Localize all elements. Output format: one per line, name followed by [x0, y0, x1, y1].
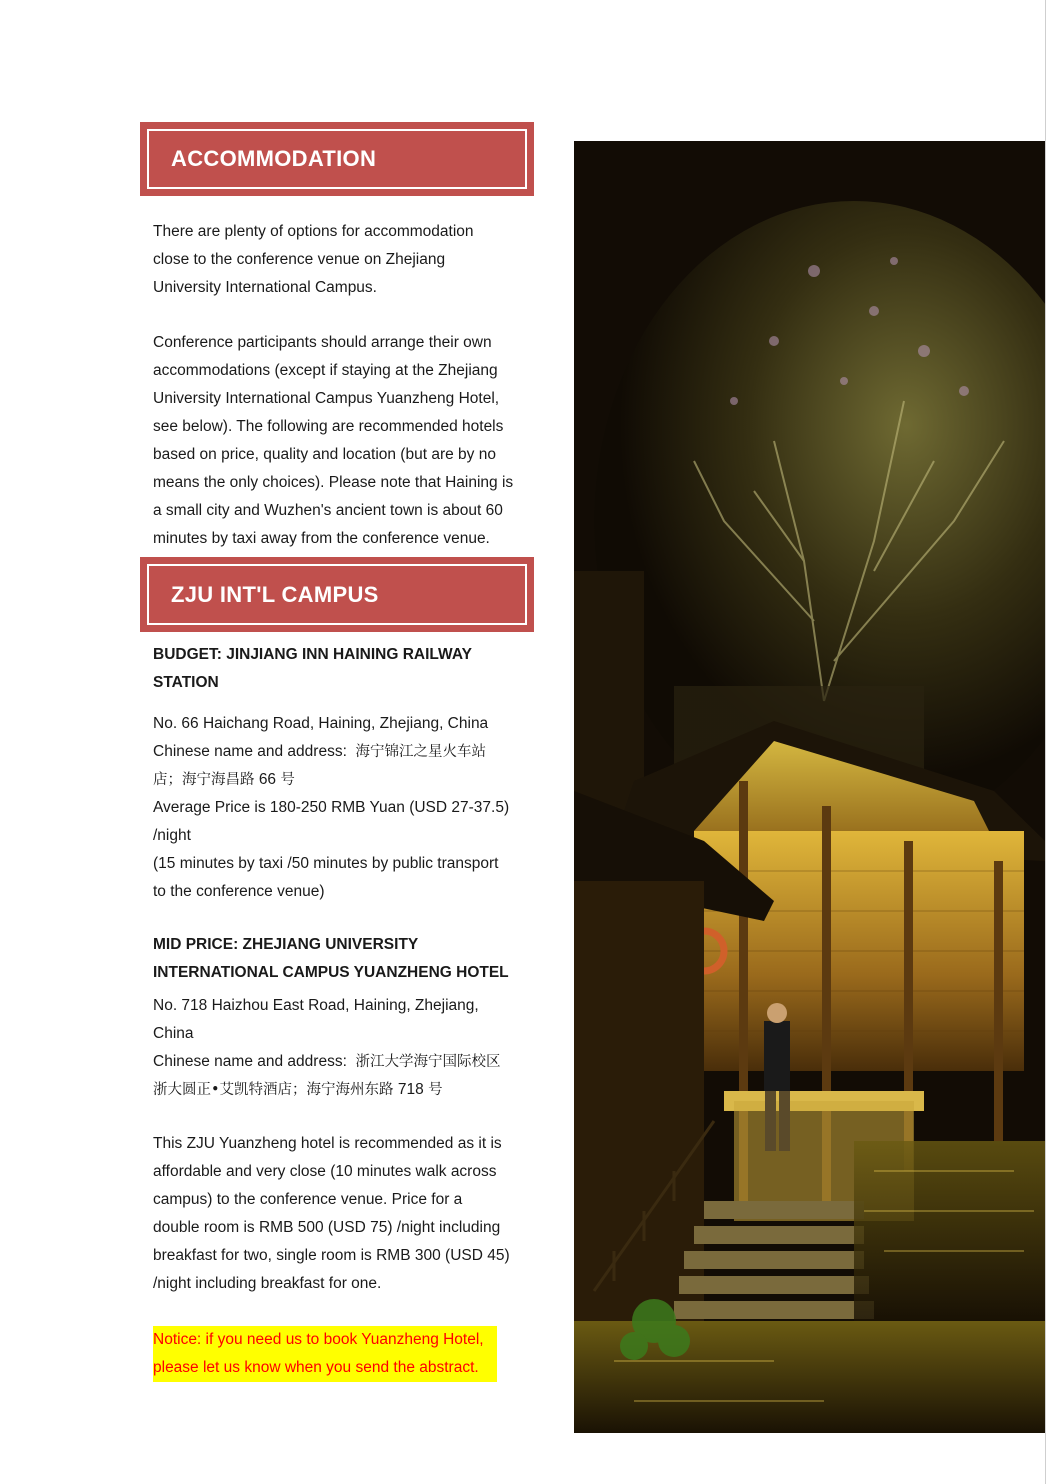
- hotel-budget-chinese-name: 海宁锦江之星火车站: [355, 744, 486, 760]
- stone-steps: [674, 1201, 874, 1319]
- booking-notice-line-1: Notice: if you need us to book Yuanzheng Hotel,: [153, 1331, 484, 1348]
- hotel-mid-description-line: double room is RMB 500 (USD 75) /night including: [153, 1219, 501, 1236]
- hotel-mid-chinese-line-1: [153, 1048, 528, 1076]
- hotel-budget-price-line-1: Average Price is 180-250 RMB Yuan (USD 27-37.5): [153, 799, 510, 816]
- hotel-mid-description: [153, 1130, 528, 1298]
- accommodation-heading-frame: [147, 129, 527, 189]
- campus-heading-frame: [147, 564, 527, 625]
- hotel-budget-chinese-label: Chinese name and address:: [153, 743, 347, 760]
- hotel-budget: [153, 641, 528, 906]
- hotel-mid-description-line: This ZJU Yuanzheng hotel is recommended as it is: [153, 1135, 502, 1152]
- wuzhen-night-scene: [574, 141, 1045, 1433]
- hotel-budget-chinese-line-2: [153, 766, 528, 794]
- hotel-budget-title-line-2: STATION: [153, 674, 219, 691]
- accommodation-paragraph-2: Conference participants should arrange their own accommodations (except if staying at the Zhejiang University International Campus Yuanzheng Hotel, see below). The following are recommended hotels based on price, quality and location (but are by no means the only choices). Please note that Haining is a small city and Wuzhen's ancient town is about 60 minutes by taxi away from the conference venue.: [153, 334, 514, 547]
- person-body: [764, 1021, 790, 1091]
- hotel-mid-price: [153, 931, 528, 1104]
- hotel-mid-description-line: /night including breakfast for one.: [153, 1275, 382, 1292]
- person-leg-left: [765, 1091, 776, 1151]
- hotel-mid-title-line-1: MID PRICE: ZHEJIANG UNIVERSITY: [153, 936, 419, 953]
- hotel-mid-chinese-line-2: [153, 1076, 528, 1104]
- accommodation-intro: [153, 218, 528, 302]
- page-edge-rule: [1045, 0, 1046, 1484]
- hotel-budget-title-line-1: BUDGET: JINJIANG INN HAINING RAILWAY: [153, 646, 472, 663]
- hotel-budget-chinese-hao: 号: [280, 772, 295, 788]
- wuzhen-night-photo: [574, 141, 1045, 1433]
- hotel-mid-title-line-2: INTERNATIONAL CAMPUS YUANZHENG HOTEL: [153, 964, 509, 981]
- hotel-budget-transport-line-1: (15 minutes by taxi /50 minutes by public transport: [153, 855, 499, 872]
- hotel-mid-chinese-label: Chinese name and address:: [153, 1053, 347, 1070]
- accommodation-heading-box: [140, 122, 534, 196]
- person-leg-right: [779, 1091, 790, 1151]
- hotel-mid-chinese-name: 浙江大学海宁国际校区: [355, 1054, 501, 1070]
- person-head: [767, 1003, 787, 1023]
- hotel-mid-chinese-address: 浙大圆正•艾凯特酒店；海宁海州东路: [153, 1082, 394, 1098]
- campus-heading: ZJU INT'L CAMPUS: [171, 581, 379, 607]
- booking-notice-line-2: please let us know when you send the abstract.: [153, 1359, 479, 1376]
- campus-heading-box: [140, 557, 534, 632]
- hotel-budget-chinese-number: 66: [258, 771, 277, 788]
- hotel-mid-chinese-hao: 号: [428, 1082, 443, 1098]
- hotel-mid-address-line-1: No. 718 Haizhou East Road, Haining, Zhejiang,: [153, 997, 479, 1014]
- hotel-budget-chinese-line-1: [153, 738, 528, 766]
- hotel-budget-price-line-2: /night: [153, 827, 191, 844]
- hotel-mid-description-line: affordable and very close (10 minutes walk across: [153, 1163, 497, 1180]
- hotel-budget-address: No. 66 Haichang Road, Haining, Zhejiang, China: [153, 715, 489, 732]
- hotel-budget-chinese-address: 店；海宁海昌路: [153, 772, 255, 788]
- booking-notice: [153, 1326, 497, 1382]
- canal-water-right: [854, 1141, 1045, 1321]
- hotel-mid-chinese-number: 718: [397, 1081, 424, 1098]
- hotel-mid-description-line: campus) to the conference venue. Price for a: [153, 1191, 463, 1208]
- hotel-mid-address-line-2: China: [153, 1025, 194, 1042]
- accommodation-heading: ACCOMMODATION: [171, 146, 377, 171]
- hotel-mid-description-line: breakfast for two, single room is RMB 300 (USD 45): [153, 1247, 510, 1264]
- accommodation-paragraph-1: There are plenty of options for accommodation close to the conference venue on Zhejiang University International Campus.: [153, 223, 474, 296]
- hotel-budget-transport-line-2: to the conference venue): [153, 883, 325, 900]
- accommodation-details: [153, 329, 528, 553]
